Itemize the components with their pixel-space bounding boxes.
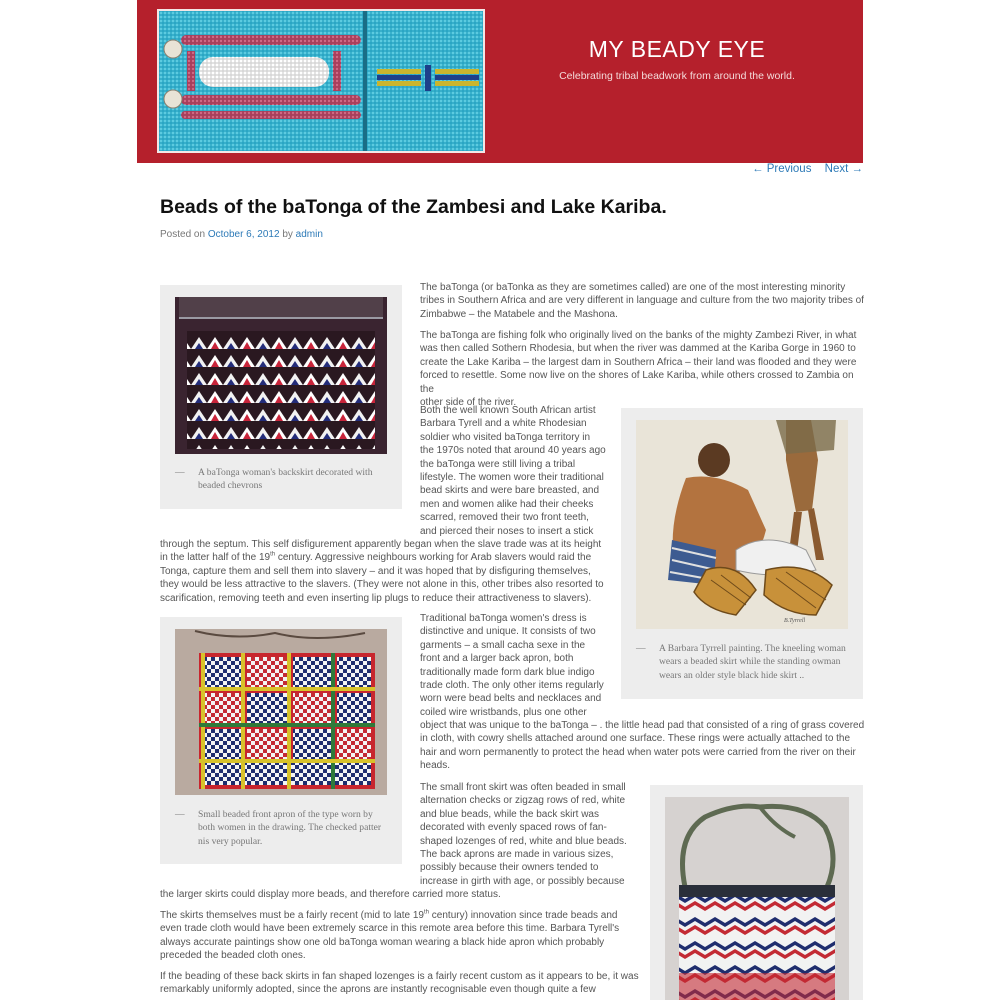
- figure-front-apron: [160, 617, 402, 864]
- figure-caption: Small beaded front apron of the type worn by both women in the drawing. The checked patter nis very popular.: [198, 809, 382, 847]
- text-line: hair and worn permanently to protect the head when water pots were carried from the river on their: [420, 746, 856, 758]
- tyrrell-painting[interactable]: [636, 420, 848, 629]
- caption-dash: —: [175, 467, 185, 478]
- paragraph-fishing-folk: [420, 329, 870, 409]
- text-line: The baTonga are fishing folk who originally lived on the banks of the mighty Zambezi River, in what: [420, 330, 857, 341]
- text-line: they would be less attractive to the slavers. (They were not alone in this, other tribes also resorted to: [160, 579, 604, 591]
- text-line: traditionally made form dark blue indigo: [420, 666, 595, 678]
- text-line: was then called Sothern Rhodesia, but when the river was dammed at the Kariba Gorge in 1960 to: [420, 343, 856, 355]
- caption-dash: —: [175, 809, 185, 820]
- text-line: alternation checks or zigzag rows of red, white: [420, 795, 626, 807]
- figure-caption: A Barbara Tyrrell painting. The kneeling woman wears a beaded skirt while the standing owman wears an older style black hide skirt ..: [659, 643, 846, 681]
- paragraph-tyrell-wide: [160, 538, 610, 605]
- text-span: century. Aggressive neighbours working for Arab slavers would raid the: [275, 552, 592, 564]
- paragraph-tyrell-narrow: [420, 404, 620, 538]
- text-line: shaped lozenges of red, white and blue beads.: [420, 835, 627, 847]
- text-line: [160, 909, 640, 922]
- text-line: in cloth, with cowry shells attached around one surface. These rings were actually attached to the: [420, 733, 851, 745]
- paragraph-dress-narrow: [420, 612, 620, 719]
- text-line: the larger skirts could display more beads, and therefore carried more status.: [160, 889, 501, 900]
- backskirt-photo[interactable]: [175, 297, 387, 454]
- text-line: Traditional baTonga women's dress is: [420, 613, 587, 624]
- text-line: object that was unique to the baTonga – . the little head pad that consisted of a ring of grass covered: [420, 720, 865, 731]
- zigzag-skirt-photo[interactable]: [665, 797, 849, 1000]
- text-line: always accurate paintings show one old baTonga woman wearing a black hide apron which probably: [160, 936, 605, 948]
- text-line: soldier who visited baTonga territory in: [420, 431, 591, 443]
- site-title[interactable]: MY BEADY EYE: [588, 36, 766, 62]
- text-line: even trade cloth would have been extremely scarce in this remote area before this time. Barbara Tyrell's: [160, 923, 620, 935]
- text-line: If the beading of these back skirts in fan shaped lozenges is a fairly recent custom as it appears to be, it was: [160, 971, 639, 982]
- text-line: front and a larger back apron, both: [420, 653, 574, 665]
- text-line: lifestyle. The women wore their traditional: [420, 472, 604, 484]
- text-line: garments – a small cacha sexe in the: [420, 639, 586, 651]
- text-line: heads.: [420, 760, 451, 772]
- text-line: create the Lake Kariba – the largest dam in Southern Africa – their land was flooded and they were: [420, 356, 857, 368]
- paragraph-intro: [420, 281, 870, 321]
- next-post-link[interactable]: Next →: [824, 163, 863, 175]
- figure-painting: [621, 408, 863, 699]
- text-line: scarification, removing teeth and even inserting lip plugs to reduce their attractiveness to slavers).: [160, 592, 592, 604]
- text-line: Tonga, capture them and sell them into slavery – and it was hoped that by disfiguring themselves,: [160, 565, 591, 577]
- previous-post-link[interactable]: ← Previous: [752, 163, 812, 175]
- post-title: Beads of the baTonga of the Zambesi and Lake Kariba.: [160, 196, 667, 218]
- text-line: decorated with evenly spaced rows of fan-: [420, 822, 607, 834]
- text-line: through the septum. This self disfigurement apparently began when the slave trade was at its height: [160, 539, 602, 550]
- post-navigation: [742, 163, 863, 175]
- paragraph-front-skirt-wide: [160, 888, 640, 901]
- caption-dash: —: [636, 643, 646, 654]
- text-line: the 1970s noted that around 40 years ago: [420, 445, 606, 457]
- text-line: Zimbabwe – the Matabele and the Mashona.: [420, 308, 618, 320]
- svg-text:B.Tyrrell: B.Tyrrell: [784, 618, 806, 624]
- paragraph-front-skirt-narrow: [420, 781, 645, 888]
- text-line: The small front skirt was often beaded in small: [420, 782, 626, 793]
- text-span: The skirts themselves must be a fairly recent (mid to late 19: [160, 910, 424, 921]
- text-line: preceded the beaded cloth ones.: [160, 950, 306, 962]
- text-line: and pierced their noses to insert a stick: [420, 525, 594, 537]
- text-line: scarred, removed their two front teeth,: [420, 512, 589, 524]
- text-line: Both the well known South African artist: [420, 405, 596, 416]
- text-line: [160, 551, 610, 564]
- figure-caption: A baTonga woman's backskirt decorated with beaded chevrons: [198, 467, 373, 492]
- paragraph-dress-wide: [420, 719, 870, 773]
- site-description: Celebrating tribal beadwork from around the world.: [559, 70, 795, 82]
- figure-zigzag-skirt: [650, 785, 863, 1000]
- text-line: tribes in Southern Africa and are very different in language and culture from the two majority tribes of: [420, 295, 864, 307]
- text-line: and blue beads, while the back skirt was: [420, 808, 599, 820]
- text-line: other side of the river.: [420, 397, 517, 409]
- text-line: worn were bead belts and necklaces and: [420, 693, 602, 705]
- meta-prefix: Posted on: [160, 229, 206, 240]
- text-line: forced to resettle. Some now live on the shores of Lake Kariba, while others crossed to Zambia on the: [420, 370, 854, 395]
- text-line: possibly because their owners tended to: [420, 862, 599, 874]
- text-line: The baTonga (or baTonka as they are sometimes called) are one of the most interesting minority: [420, 282, 846, 293]
- paragraph-fan-lozenges: [160, 970, 640, 997]
- text-line: men and women alike had their cheeks: [420, 498, 594, 510]
- author-link[interactable]: admin: [295, 229, 323, 240]
- text-span: century) innovation since trade beads and: [429, 910, 618, 921]
- text-line: The back aprons are made in various sizes,: [420, 849, 614, 861]
- header-beadwork-image[interactable]: [157, 9, 485, 153]
- figure-backskirt: [160, 285, 402, 509]
- text-line: increase in girth with age, or possibly because: [420, 875, 625, 887]
- text-span: in the latter half of the 19: [160, 552, 271, 564]
- post-meta: [160, 229, 323, 240]
- text-line: the baTonga were still living a tribal: [420, 458, 576, 470]
- text-line: bead skirts and were bare breasted, and: [420, 485, 599, 497]
- superscript: th: [270, 552, 276, 559]
- site-header: [137, 0, 863, 163]
- text-line: distinctive and unique. It consists of two: [420, 626, 596, 638]
- post-date-link[interactable]: October 6, 2012: [207, 229, 280, 240]
- text-line: remarkably uniformly adopted, since the aprons are instantly recognisable even though quite a few: [160, 984, 596, 996]
- text-line: Barbara Tyrell and a white Rhodesian: [420, 418, 587, 430]
- superscript: th: [424, 909, 430, 916]
- text-line: coiled wire wristbands, plus one other: [420, 706, 587, 718]
- text-line: trade cloth. The only other items regularly: [420, 680, 604, 692]
- paragraph-skirts-recent: [160, 909, 640, 963]
- meta-by: by: [282, 229, 293, 240]
- front-apron-photo[interactable]: [175, 629, 387, 795]
